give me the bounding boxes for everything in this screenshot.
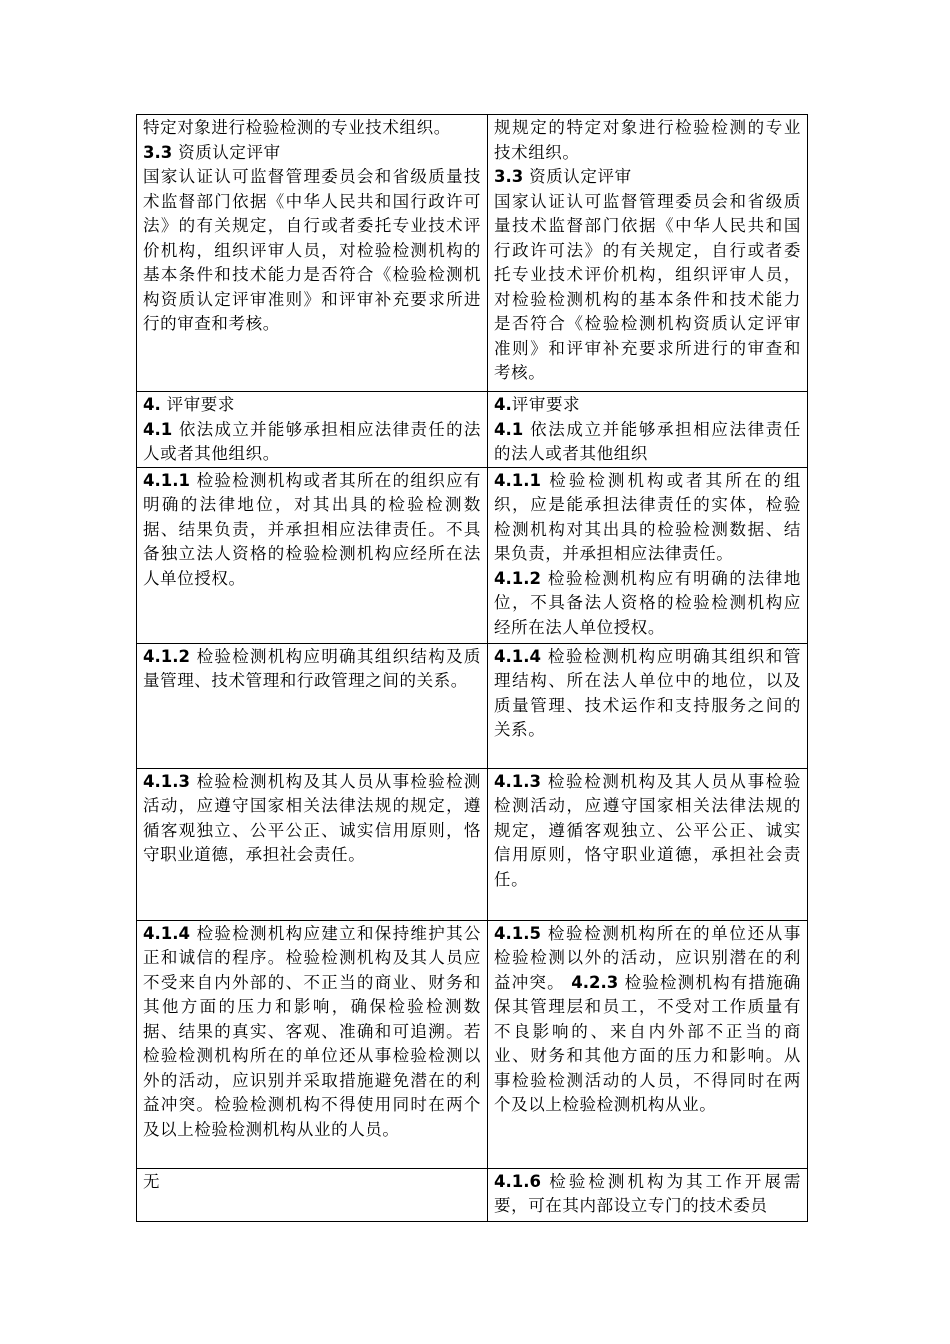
table-cell-right: 规规定的特定对象进行检验检测的专业技术组织。 3.3 资质认定评审 国家认证认可监督管理委员会和省级质量技术监督部门依据《中华人民共和国行政许可法》的有关规定，自行或者委托专业技术评价机构，组织评审人员，对检验检测机构的基本条件和技术能力是否符合《检验检测机构资质认定评审准则》和评审补充要求所进行的审查和考核。 xyxy=(488,115,808,392)
table-cell-left: 4.1.4 检验检测机构应建立和保持维护其公正和诚信的程序。检验检测机构及其人员应不受来自内外部的、不正当的商业、财务和其他方面的压力和影响，确保检验检测数据、结果的真实、客观、准确和可追溯。若检验检测机构所在的单位还从事检验检测以外的活动，应识别并采取措施避免潜在的利益冲突。检验检测机构不得使用同时在两个及以上检验检测机构从业的人员。 xyxy=(137,920,488,1168)
table-cell-right: 4.1.5 检验检测机构所在的单位还从事检验检测以外的活动，应识别潜在的利益冲突。 4.2.3 检验检测机构有措施确保其管理层和员工，不受对工作质量有不良影响的、来自内外部不正当的商业、财务和其他方面的压力和影响。从事检验检测活动的人员，不得同时在两个及以上检验检测机构从业。 xyxy=(488,920,808,1168)
table-row xyxy=(137,1168,808,1221)
table-cell-left: 4.1.3 检验检测机构及其人员从事检验检测活动，应遵守国家相关法律法规的规定，遵循客观独立、公平公正、诚实信用原则，恪守职业道德，承担社会责任。 xyxy=(137,768,488,920)
table-cell-right: 4.1.4 检验检测机构应明确其组织和管理结构、所在法人单位中的地位，以及质量管理、技术运作和支持服务之间的关系。 xyxy=(488,643,808,768)
table-cell-left: 无 xyxy=(137,1168,488,1221)
comparison-table xyxy=(136,114,808,1222)
table-row xyxy=(137,392,808,468)
table-cell-right: 4.1.6 检验检测机构为其工作开展需要，可在其内部设立专门的技术委员 xyxy=(488,1168,808,1221)
table-cell-right: 4.评审要求 4.1 依法成立并能够承担相应法律责任的法人或者其他组织 xyxy=(488,392,808,468)
table-cell-left: 4. 评审要求 4.1 依法成立并能够承担相应法律责任的法人或者其他组织。 xyxy=(137,392,488,468)
table-row xyxy=(137,768,808,920)
table-row xyxy=(137,467,808,643)
table-cell-right: 4.1.1 检验检测机构或者其所在的组织，应是能承担法律责任的实体，检验检测机构对其出具的检验检测数据、结果负责，并承担相应法律责任。 4.1.2 检验检测机构应有明确的法律地位，不具备法人资格的检验检测机构应经所在法人单位授权。 xyxy=(488,467,808,643)
table-row xyxy=(137,643,808,768)
table-cell-right: 4.1.3 检验检测机构及其人员从事检验检测活动，应遵守国家相关法律法规的规定，遵循客观独立、公平公正、诚实信用原则，恪守职业道德，承担社会责任。 xyxy=(488,768,808,920)
table-row xyxy=(137,115,808,392)
table-cell-left: 4.1.1 检验检测机构或者其所在的组织应有明确的法律地位，对其出具的检验检测数据、结果负责，并承担相应法律责任。不具备独立法人资格的检验检测机构应经所在法人单位授权。 xyxy=(137,467,488,643)
table-cell-left: 特定对象进行检验检测的专业技术组织。 3.3 资质认定评审 国家认证认可监督管理委员会和省级质量技术监督部门依据《中华人民共和国行政许可法》的有关规定，自行或者委托专业技术评价机构，组织评审人员，对检验检测机构的基本条件和技术能力是否符合《检验检测机构资质认定评审准则》和评审补充要求所进行的审查和考核。 xyxy=(137,115,488,392)
table-row xyxy=(137,920,808,1168)
table-cell-left: 4.1.2 检验检测机构应明确其组织结构及质量管理、技术管理和行政管理之间的关系。 xyxy=(137,643,488,768)
